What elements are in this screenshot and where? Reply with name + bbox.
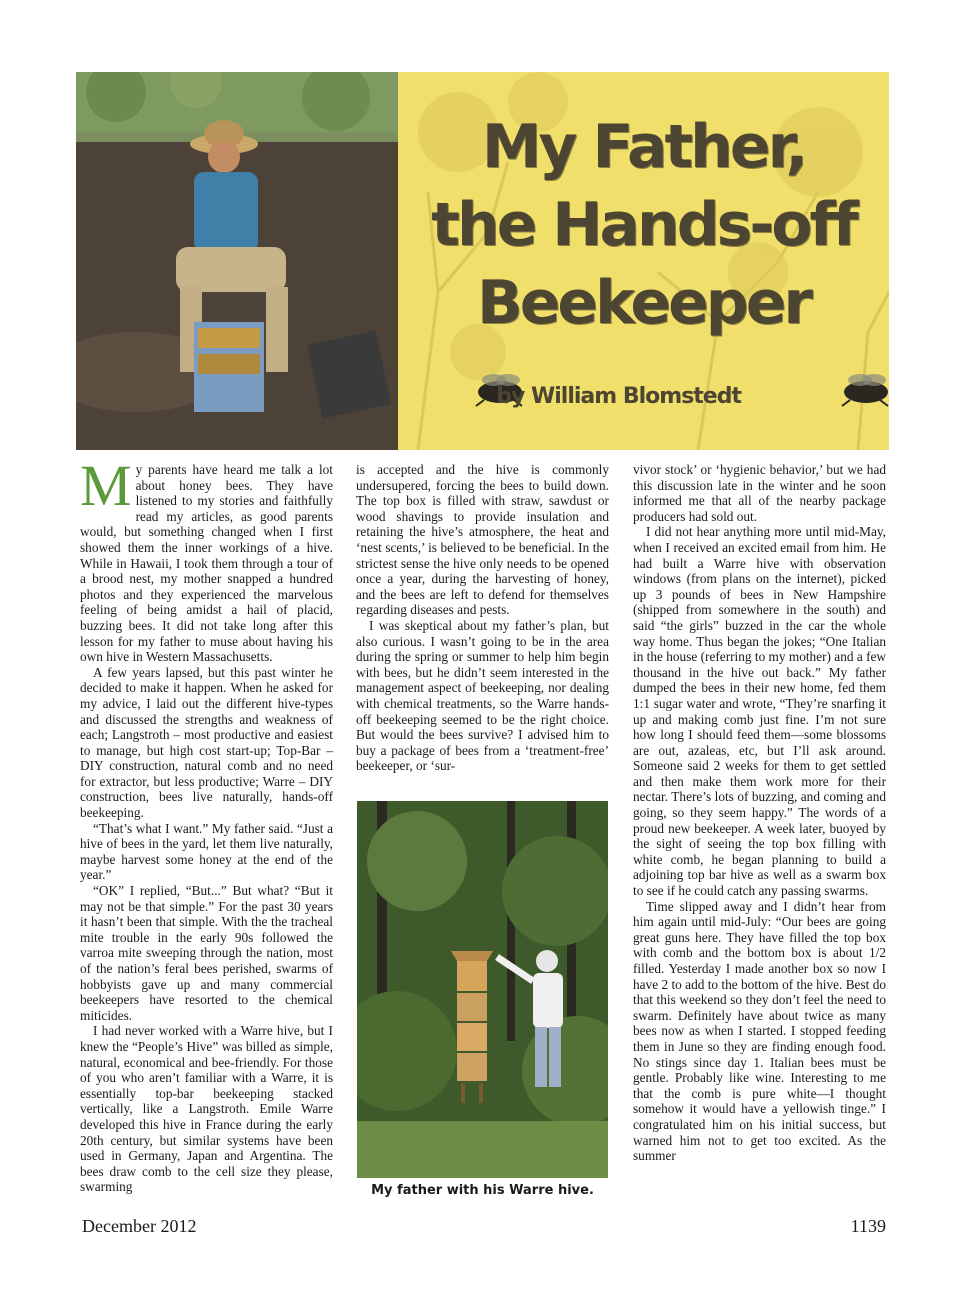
paragraph: I did not hear anything more until mid-May, when I received an excited email from him. He had built a Warre hive with observation windows (from plans on the internet), picked up 3 pounds of bees in New Hampshire (shipped from somewhere in the south) and said “the girls” buzzed in the car the whole way home. Thus began the jokes; “One Italian in the house (referring to my mother) and a few thousand in the hive out back.” My father dumped the bees in their new home, fed them 1:1 sugar water and wrote, “They’re snarfing it up and making comb just fine. I’m not sure how long I should feed them—some blossoms are out, azaleas, etc, but I’ll ask around. Someone said 2 weeks for them to get settled and then make them work more for their nectar. There’s lots of buzzing, and coming and going, so they seem happy.” The words of a proud new beekeeper. A week later, buoyed by the sight of seeing the top box filling with white comb, he began planning to build a adjoining top bar hive as well as a swarm box to see if he could catch any passing swarms.	[633, 524, 886, 899]
paragraph: “That’s what I want.” My father said. “Just a hive of bees in the yard, let them live naturally, maybe harvest some honey at the end of the year.”	[80, 820, 333, 883]
title-line-2: the Hands-off	[431, 190, 856, 260]
warre-hive-photo	[357, 801, 608, 1178]
page-number: 1139	[850, 1216, 886, 1236]
photo-caption: My father with his Warre hive.	[371, 1183, 594, 1198]
drop-cap: M	[80, 453, 132, 518]
title-line-1: My Father,	[481, 112, 806, 182]
paragraph: A few years lapsed, but this past winter he decided to make it happen. When he asked for my advice, I laid out the different hive-types and discussed the strengths and weakness of each; Langstroth – most productive and easiest to manage, but high cost start-up; Top-Bar – DIY construction, natural comb and no need for extractor, but less productive; Warre – DIY construction, bees live naturally, hands-off beekeeping.	[80, 664, 333, 821]
paragraph: Time slipped away and I didn’t hear from him again until mid-July: “Our bees are going great guns here. They have filled the top box with comb and the bottom box is about 1/2 filled. Yesterday I made another box so now I have 2 to add to the bottom of the hive. Best do that this weekend so they don’t feel the need to swarm. Definitely have about twice as many bees now as when I started. I stopped feeding them in June so they are finding enough food. No stings since day 1. Italian bees must be gentle. Probably like wine. Interesting to me that the comb is pure white—I thought somehow it would have a yellowish tinge.” I congratulated him on his initial success, but warned him not to get too excited. As the summer	[633, 898, 886, 1164]
paragraph-text: y parents have heard me talk a lot about honey bees. They have listened to my stories and faithfully read my articles, as good parents would, but something changed when I first showed them the inner workings of a hive. While in Hawaii, I took them through a tour of a brood nest, my mother snapped a hundred photos and they experienced the marvelous feeling of being amidst a hail of placid, buzzing bees. It did not take long after this lesson for my father to muse about having his own hive in Western Massachusetts.	[80, 462, 333, 665]
beekeeper-photo-illustration	[76, 72, 398, 450]
paragraph: vivor stock’ or ‘hygienic behavior,’ but we had this discussion late in the winter and he soon informed me that all of the nearby package producers had sold out.	[633, 462, 886, 524]
bee-icon	[836, 368, 889, 408]
text-column-3	[633, 462, 886, 1164]
title-panel	[398, 72, 889, 450]
paragraph: “OK” I replied, “But...” But what? “But it may not be that simple.” For the past 30 years it hasn’t been that simple. With the the tracheal mite trouble in the early 90s followed the varroa mite sweeping through the nation, most of the nation’s feral bees perished, swarms of hobbyists gave up and many commercial beekeepers have resorted to the chemical miticides.	[80, 883, 333, 1023]
article-banner	[76, 72, 889, 450]
title-line-3: Beekeeper	[476, 268, 811, 338]
article-title	[398, 108, 889, 342]
text-column-2	[356, 462, 609, 774]
paragraph	[80, 453, 333, 665]
paragraph: I was skeptical about my father’s plan, but also curious. I wasn’t going to be in the area during the spring or summer to help him begin with bees, but he didn’t seem interested in the management aspect of beekeeping, nor dealing with chemical treatments, so the Warre hands-off beekeeping seemed to be the right choice. But would the bees survive? I advised him to buy a package of bees from a ‘treatment-free’ beekeeper, or ‘sur-	[356, 617, 609, 774]
paragraph: I had never worked with a Warre hive, but I knew the “People’s Hive” was billed as simple, natural, economical and bee-friendly. For those of you who aren’t familiar with a Warre, it is essentially top-bar beekeeping stacked vertically, like a Langstroth. Emile Warre developed this hive in France during the early 20th century, but similar systems have been used in Germany, Japan and Argentina. The bees draw comb to the cell size they please, swarming	[80, 1023, 333, 1195]
paragraph: is accepted and the hive is commonly undersupered, forcing the bees to build down. The top box is filled with straw, sawdust or wood shavings to provide insulation and retaining the hive’s atmosphere, the heat and ‘nest scents,’ is believed to be beneficial. In the strictest sense the hive only needs to be opened once a year, during the harvesting of honey, and the bees are left to defend for themselves regarding diseases and pests.	[356, 462, 609, 618]
byline: by William Blomstedt	[496, 384, 741, 409]
beekeeper-photo	[76, 72, 398, 450]
issue-date: December 2012	[82, 1216, 197, 1236]
text-column-1	[80, 453, 333, 1195]
warre-hive-photo-illustration	[357, 801, 608, 1178]
